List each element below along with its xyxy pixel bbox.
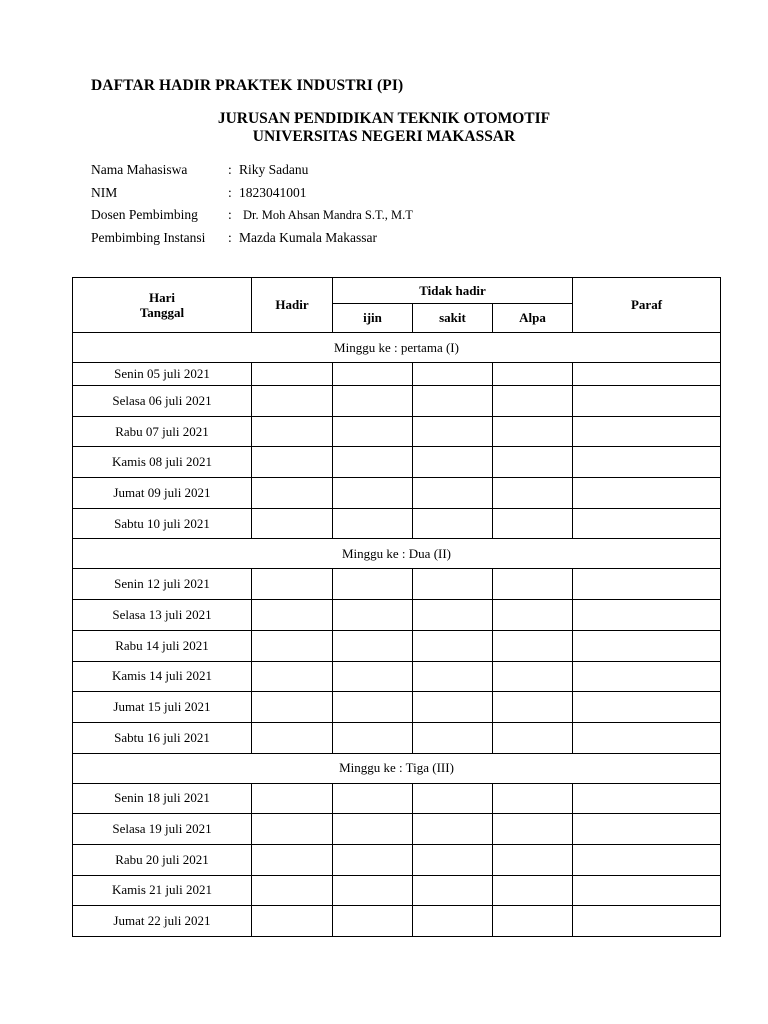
hadir-cell <box>252 416 333 447</box>
table-row <box>73 569 721 600</box>
table-row <box>73 508 721 539</box>
ijin-cell <box>333 630 413 661</box>
alpa-cell <box>493 416 573 447</box>
name-colon: : <box>228 162 232 177</box>
university-title: UNIVERSITAS NEGERI MAKASSAR <box>252 128 516 145</box>
hadir-cell <box>252 478 333 509</box>
alpa-cell <box>493 692 573 723</box>
ijin-cell <box>333 875 413 906</box>
table-row <box>73 630 721 661</box>
hadir-cell <box>252 875 333 906</box>
hadir-cell <box>252 447 333 478</box>
hadir-cell <box>252 906 333 937</box>
header-sakit: sakit <box>413 304 493 333</box>
hadir-cell <box>252 508 333 539</box>
alpa-cell <box>493 722 573 753</box>
sakit-cell <box>413 783 493 814</box>
table-row <box>73 844 721 875</box>
ijin-cell <box>333 844 413 875</box>
header-ijin: ijin <box>333 304 413 333</box>
day-date-cell: Kamis 08 juli 2021 <box>73 447 252 478</box>
alpa-cell <box>493 661 573 692</box>
sakit-cell <box>413 722 493 753</box>
day-date-cell: Sabtu 16 juli 2021 <box>73 722 252 753</box>
ijin-cell <box>333 722 413 753</box>
sakit-cell <box>413 692 493 723</box>
week-row <box>73 539 721 569</box>
day-date-cell: Rabu 20 juli 2021 <box>73 844 252 875</box>
sakit-cell <box>413 416 493 447</box>
sakit-cell <box>413 363 493 386</box>
dosen-colon: : <box>228 207 232 222</box>
day-date-cell: Senin 05 juli 2021 <box>73 363 252 386</box>
table-row <box>73 600 721 631</box>
paraf-cell <box>573 363 721 386</box>
dosen-label: Dosen Pembimbing <box>91 207 198 222</box>
sakit-cell <box>413 661 493 692</box>
day-date-cell: Selasa 13 juli 2021 <box>73 600 252 631</box>
hadir-cell <box>252 783 333 814</box>
sakit-cell <box>413 906 493 937</box>
week-label: Minggu ke : Dua (II) <box>73 539 721 569</box>
ijin-cell <box>333 508 413 539</box>
alpa-cell <box>493 386 573 417</box>
nim-label: NIM <box>91 184 118 200</box>
hadir-cell <box>252 630 333 661</box>
header-alpa: Alpa <box>493 304 573 333</box>
sakit-cell <box>413 600 493 631</box>
paraf-cell <box>573 783 721 814</box>
table-row <box>73 478 721 509</box>
paraf-cell <box>573 600 721 631</box>
ijin-cell <box>333 569 413 600</box>
alpa-cell <box>493 906 573 937</box>
paraf-cell <box>573 906 721 937</box>
day-date-cell: Sabtu 10 juli 2021 <box>73 508 252 539</box>
alpa-cell <box>493 508 573 539</box>
table-row <box>73 722 721 753</box>
paraf-cell <box>573 692 721 723</box>
instansi-label: Pembimbing Instansi <box>91 229 206 245</box>
day-date-cell: Jumat 09 juli 2021 <box>73 478 252 509</box>
ijin-cell <box>333 814 413 845</box>
alpa-cell <box>493 569 573 600</box>
day-date-cell: Kamis 14 juli 2021 <box>73 661 252 692</box>
hadir-cell <box>252 569 333 600</box>
table-row <box>73 906 721 937</box>
sakit-cell <box>413 569 493 600</box>
nim-colon: : <box>228 184 232 200</box>
table-row <box>73 814 721 845</box>
hadir-cell <box>252 844 333 875</box>
name-label: Nama Mahasiswa <box>91 162 188 177</box>
week-label: Minggu ke : Tiga (III) <box>73 753 721 783</box>
day-date-cell: Jumat 15 juli 2021 <box>73 692 252 723</box>
day-date-cell: Rabu 07 juli 2021 <box>73 416 252 447</box>
paraf-cell <box>573 844 721 875</box>
ijin-cell <box>333 386 413 417</box>
table-row <box>73 447 721 478</box>
table-row <box>73 363 721 386</box>
day-date-cell: Senin 18 juli 2021 <box>73 783 252 814</box>
paraf-cell <box>573 386 721 417</box>
alpa-cell <box>493 600 573 631</box>
alpa-cell <box>493 447 573 478</box>
paraf-cell <box>573 661 721 692</box>
week-label: Minggu ke : pertama (I) <box>73 333 721 363</box>
paraf-cell <box>573 416 721 447</box>
paraf-cell <box>573 875 721 906</box>
dosen-value: Dr. Moh Ahsan Mandra S.T., M.T <box>243 208 413 222</box>
ijin-cell <box>333 783 413 814</box>
header-hari: Hari <box>149 290 175 305</box>
paraf-cell <box>573 722 721 753</box>
alpa-cell <box>493 363 573 386</box>
week-row <box>73 753 721 783</box>
paraf-cell <box>573 447 721 478</box>
attendance-body <box>73 333 721 937</box>
instansi-value: Mazda Kumala Makassar <box>239 229 377 245</box>
alpa-cell <box>493 783 573 814</box>
instansi-colon: : <box>228 229 232 245</box>
alpa-cell <box>493 814 573 845</box>
ijin-cell <box>333 416 413 447</box>
table-row <box>73 692 721 723</box>
sakit-cell <box>413 814 493 845</box>
alpa-cell <box>493 478 573 509</box>
paraf-cell <box>573 814 721 845</box>
hadir-cell <box>252 814 333 845</box>
alpa-cell <box>493 844 573 875</box>
hadir-cell <box>252 386 333 417</box>
nim-value: 1823041001 <box>239 184 307 200</box>
day-date-cell: Rabu 14 juli 2021 <box>73 630 252 661</box>
sakit-cell <box>413 478 493 509</box>
alpa-cell <box>493 630 573 661</box>
ijin-cell <box>333 600 413 631</box>
ijin-cell <box>333 661 413 692</box>
sakit-cell <box>413 447 493 478</box>
day-date-cell: Selasa 06 juli 2021 <box>73 386 252 417</box>
hadir-cell <box>252 722 333 753</box>
ijin-cell <box>333 692 413 723</box>
paraf-cell <box>573 478 721 509</box>
day-date-cell: Jumat 22 juli 2021 <box>73 906 252 937</box>
day-date-cell: Selasa 19 juli 2021 <box>73 814 252 845</box>
department-title: JURUSAN PENDIDIKAN TEKNIK OTOMOTIF <box>217 110 551 127</box>
week-row <box>73 333 721 363</box>
header-hari-tanggal <box>73 278 252 333</box>
hadir-cell <box>252 363 333 386</box>
document-title: DAFTAR HADIR PRAKTEK INDUSTRI (PI) <box>91 77 404 94</box>
sakit-cell <box>413 508 493 539</box>
hadir-cell <box>252 692 333 723</box>
paraf-cell <box>573 569 721 600</box>
paraf-cell <box>573 630 721 661</box>
day-date-cell: Senin 12 juli 2021 <box>73 569 252 600</box>
sakit-cell <box>413 386 493 417</box>
sakit-cell <box>413 844 493 875</box>
ijin-cell <box>333 478 413 509</box>
ijin-cell <box>333 363 413 386</box>
day-date-cell: Kamis 21 juli 2021 <box>73 875 252 906</box>
header-tidak-hadir: Tidak hadir <box>333 278 573 304</box>
header-paraf: Paraf <box>573 278 721 333</box>
sakit-cell <box>413 875 493 906</box>
ijin-cell <box>333 906 413 937</box>
hadir-cell <box>252 661 333 692</box>
name-value: Riky Sadanu <box>239 162 309 177</box>
header-tanggal: Tanggal <box>139 305 185 320</box>
alpa-cell <box>493 875 573 906</box>
table-row <box>73 386 721 417</box>
hadir-cell <box>252 600 333 631</box>
table-row <box>73 783 721 814</box>
header-hadir: Hadir <box>252 278 333 333</box>
table-row <box>73 661 721 692</box>
table-row <box>73 875 721 906</box>
ijin-cell <box>333 447 413 478</box>
table-row <box>73 416 721 447</box>
attendance-table <box>72 277 721 937</box>
paraf-cell <box>573 508 721 539</box>
sakit-cell <box>413 630 493 661</box>
